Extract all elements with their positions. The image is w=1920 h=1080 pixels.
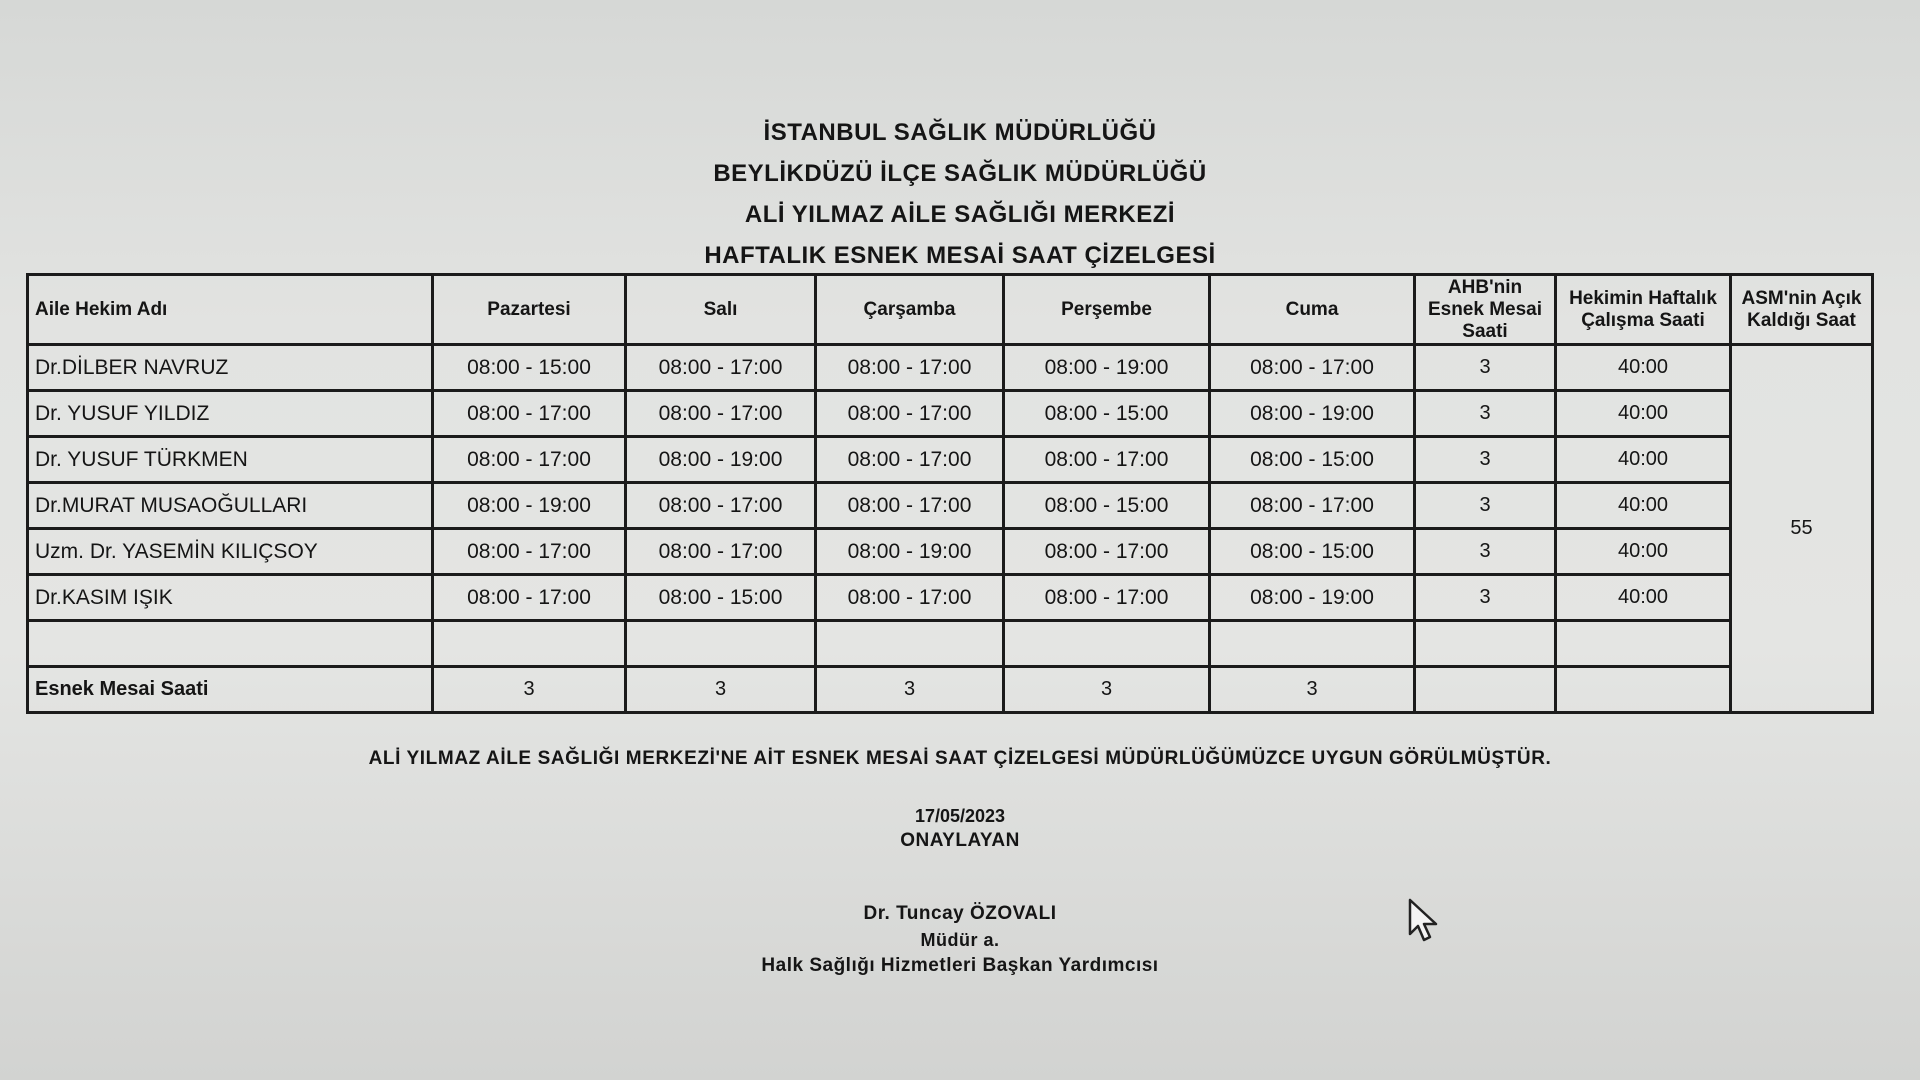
tuesday-hours: 08:00 - 15:00: [626, 575, 816, 621]
heading-province-directorate: İSTANBUL SAĞLIK MÜDÜRLÜĞÜ: [763, 119, 1157, 146]
table-row: [28, 529, 1873, 575]
header-wednesday: Çarşamba: [816, 275, 1004, 345]
empty-cell: [626, 621, 816, 667]
monday-hours: 08:00 - 17:00: [433, 529, 626, 575]
heading-health-center: ALİ YILMAZ AİLE SAĞLIĞI MERKEZİ: [744, 201, 1176, 228]
monday-hours: 08:00 - 17:00: [433, 575, 626, 621]
friday-hours: 08:00 - 17:00: [1210, 483, 1415, 529]
table-row: [28, 575, 1873, 621]
friday-hours: 08:00 - 15:00: [1210, 437, 1415, 483]
approved-by-label: ONAYLAYAN: [900, 830, 1020, 851]
header-open-hours-line1: ASM'nin Açık: [1741, 287, 1862, 309]
thursday-hours: 08:00 - 17:00: [1004, 437, 1210, 483]
summary-wednesday: 3: [816, 667, 1004, 713]
monday-hours: 08:00 - 19:00: [433, 483, 626, 529]
friday-hours: 08:00 - 15:00: [1210, 529, 1415, 575]
tuesday-hours: 08:00 - 17:00: [626, 345, 816, 391]
header-monday: Pazartesi: [433, 275, 626, 345]
header-open-hours-line2: Kaldığı Saat: [1747, 309, 1856, 331]
physician-name: Dr.DİLBER NAVRUZ: [28, 345, 433, 391]
empty-cell: [1415, 621, 1556, 667]
header-physician-name: Aile Hekim Adı: [28, 275, 433, 345]
physician-name: Dr. YUSUF TÜRKMEN: [28, 437, 433, 483]
weekly-hours-value: 40:00: [1556, 345, 1731, 391]
header-open-hours: [1731, 275, 1873, 345]
thursday-hours: 08:00 - 19:00: [1004, 345, 1210, 391]
header-weekly-hours: [1556, 275, 1731, 345]
table-row: [28, 483, 1873, 529]
friday-hours: 08:00 - 19:00: [1210, 391, 1415, 437]
summary-tuesday: 3: [626, 667, 816, 713]
header-weekly-hours-line1: Hekimin Haftalık: [1569, 287, 1717, 309]
weekly-hours-value: 40:00: [1556, 575, 1731, 621]
flex-hours-value: 3: [1415, 437, 1556, 483]
physician-name: Dr.MURAT MUSAOĞULLARI: [28, 483, 433, 529]
physician-name: Dr. YUSUF YILDIZ: [28, 391, 433, 437]
monday-hours: 08:00 - 15:00: [433, 345, 626, 391]
table-header-row: [28, 275, 1873, 345]
weekly-hours-value: 40:00: [1556, 437, 1731, 483]
table-row-empty: [28, 621, 1873, 667]
header-friday: Cuma: [1210, 275, 1415, 345]
thursday-hours: 08:00 - 17:00: [1004, 529, 1210, 575]
friday-hours: 08:00 - 17:00: [1210, 345, 1415, 391]
signer-role: Müdür a.: [920, 930, 1000, 950]
header-thursday: Perşembe: [1004, 275, 1210, 345]
weekly-hours-value: 40:00: [1556, 529, 1731, 575]
approval-statement: ALİ YILMAZ AİLE SAĞLIĞI MERKEZİ'NE AİT ESNEK MESAİ SAAT ÇİZELGESİ MÜDÜRLÜĞÜMÜZCE UYGUN GÖRÜLMÜŞTÜR.: [368, 748, 1552, 769]
mouse-pointer-icon: [1408, 898, 1442, 949]
empty-cell: [1556, 667, 1731, 713]
table-row: [28, 437, 1873, 483]
tuesday-hours: 08:00 - 19:00: [626, 437, 816, 483]
empty-cell: [1556, 621, 1731, 667]
friday-hours: 08:00 - 19:00: [1210, 575, 1415, 621]
flex-hours-value: 3: [1415, 483, 1556, 529]
weekly-hours-value: 40:00: [1556, 391, 1731, 437]
flex-hours-value: 3: [1415, 575, 1556, 621]
empty-cell: [816, 621, 1004, 667]
tuesday-hours: 08:00 - 17:00: [626, 529, 816, 575]
thursday-hours: 08:00 - 15:00: [1004, 483, 1210, 529]
tuesday-hours: 08:00 - 17:00: [626, 483, 816, 529]
summary-row: [28, 667, 1873, 713]
physician-name: Dr.KASIM IŞIK: [28, 575, 433, 621]
physician-name: Uzm. Dr. YASEMİN KILIÇSOY: [28, 529, 433, 575]
flex-hours-value: 3: [1415, 345, 1556, 391]
summary-friday: 3: [1210, 667, 1415, 713]
summary-label: Esnek Mesai Saati: [28, 667, 433, 713]
table-row: [28, 345, 1873, 391]
summary-thursday: 3: [1004, 667, 1210, 713]
empty-cell: [28, 621, 433, 667]
header-flex-hours-line3: Saati: [1462, 320, 1508, 342]
header-weekly-hours-line2: Çalışma Saati: [1581, 309, 1705, 331]
empty-cell: [1210, 621, 1415, 667]
flex-hours-value: 3: [1415, 391, 1556, 437]
header-flex-hours-line2: Esnek Mesai: [1427, 298, 1543, 320]
monday-hours: 08:00 - 17:00: [433, 391, 626, 437]
empty-cell: [433, 621, 626, 667]
thursday-hours: 08:00 - 15:00: [1004, 391, 1210, 437]
wednesday-hours: 08:00 - 17:00: [816, 437, 1004, 483]
document-headings: [560, 112, 1360, 276]
thursday-hours: 08:00 - 17:00: [1004, 575, 1210, 621]
signer-title: Halk Sağlığı Hizmetleri Başkan Yardımcısı: [761, 955, 1159, 976]
empty-cell: [1415, 667, 1556, 713]
header-flex-hours: [1415, 275, 1556, 345]
monday-hours: 08:00 - 17:00: [433, 437, 626, 483]
wednesday-hours: 08:00 - 17:00: [816, 391, 1004, 437]
open-hours-value: 55: [1731, 345, 1873, 713]
signer-name: Dr. Tuncay ÖZOVALI: [863, 903, 1057, 924]
schedule-table: [26, 273, 1874, 714]
header-tuesday: Salı: [626, 275, 816, 345]
wednesday-hours: 08:00 - 17:00: [816, 575, 1004, 621]
heading-schedule-title: HAFTALIK ESNEK MESAİ SAAT ÇİZELGESİ: [704, 242, 1216, 269]
wednesday-hours: 08:00 - 19:00: [816, 529, 1004, 575]
summary-monday: 3: [433, 667, 626, 713]
empty-cell: [1004, 621, 1210, 667]
header-flex-hours-line1: AHB'nin: [1447, 276, 1523, 298]
tuesday-hours: 08:00 - 17:00: [626, 391, 816, 437]
wednesday-hours: 08:00 - 17:00: [816, 345, 1004, 391]
approval-date: 17/05/2023: [914, 806, 1006, 826]
weekly-hours-value: 40:00: [1556, 483, 1731, 529]
table-row: [28, 391, 1873, 437]
heading-district-directorate: BEYLİKDÜZÜ İLÇE SAĞLIK MÜDÜRLÜĞÜ: [713, 160, 1207, 187]
wednesday-hours: 08:00 - 17:00: [816, 483, 1004, 529]
flex-hours-value: 3: [1415, 529, 1556, 575]
